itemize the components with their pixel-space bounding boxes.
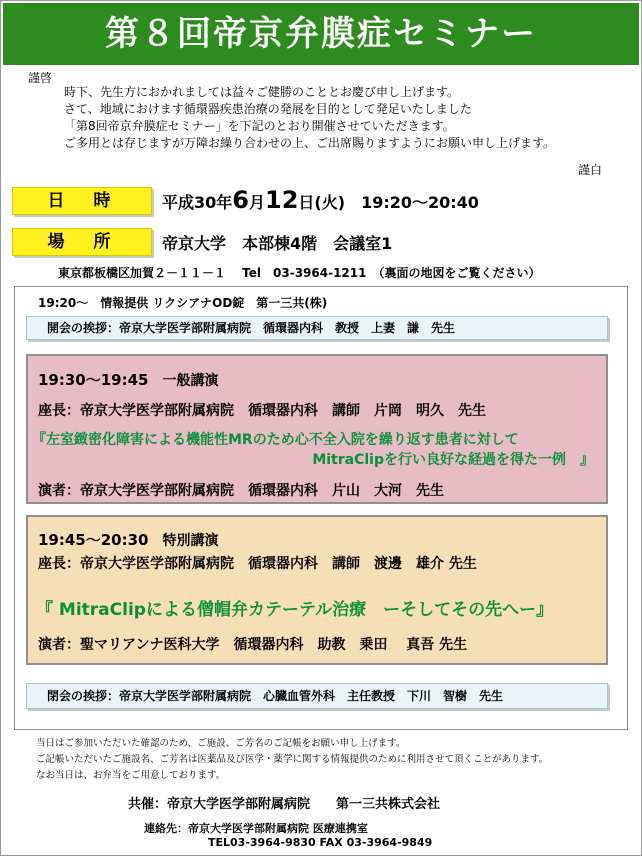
date-day: 12	[265, 186, 299, 214]
note-line: なお当日は、お弁当をご用意しております。	[36, 770, 226, 781]
contact-office: 連絡先：帝京大学医学部附属病院 医療連携室	[144, 822, 368, 835]
session1-header	[38, 369, 219, 390]
greeting-line: 時下、先生方におかれましては益々ご健勝のこととお慶び申し上げます。	[64, 85, 460, 99]
greeting-closing: 謹白	[577, 163, 602, 177]
greeting-line: さて、地域におけます循環器疾患治療の発展を目的として発足いたしました	[64, 102, 472, 116]
session2-chair: 座長：帝京大学医学部附属病院 循環器内科 講師 渡邊 雄介 先生	[38, 556, 477, 572]
session1-type: 一般講演	[162, 373, 219, 389]
greeting-line: ご多用とは存じますが万障お繰り合わせの上、ご出席賜りますようにお願い申し上げます。	[64, 136, 556, 150]
page-title: 第８回帝京弁膜症セミナー	[3, 3, 639, 65]
session2-speaker: 演者：聖マリアンナ医科大学 循環器内科 助教 乗田 真吾 先生	[38, 637, 468, 653]
note-line: ご記帳いただいたご施設名、ご芳名は医薬品及び医学・薬学に関する情報提供のために利用させて頂くことがあります。	[36, 754, 549, 765]
venue-label: 場 所	[12, 228, 152, 256]
greeting-opening: 謹啓	[28, 71, 53, 85]
session2-type: 特別講演	[162, 533, 219, 549]
greeting-body	[64, 84, 555, 152]
date-month: 6	[232, 186, 249, 214]
session-special-lecture	[26, 515, 608, 665]
session1-chair: 座長：帝京大学医学部附属病院 循環器内科 講師 片岡 明久 先生	[38, 403, 486, 419]
session2-title: 『 MitraClipによる僧帽弁カテーテル治療 ーそしてその先へー』	[36, 600, 554, 620]
datetime-value	[162, 186, 479, 214]
session1-title-line1: 『左室緻密化障害による機能性MRのため心不全入院を繰り返す患者に対して	[32, 432, 519, 448]
co-sponsors: 共催：帝京大学医学部附属病院 第一三共株式会社	[128, 797, 441, 812]
note-line: 当日はご参加いただいた確認のため、ご施設、ご芳名のご記帳をお願い申し上げます。	[36, 738, 406, 749]
date-weekday: (火)	[314, 193, 346, 212]
session-general-lecture	[26, 354, 608, 504]
session2-time: 19:45～20:30	[38, 531, 149, 549]
venue-name: 帝京大学 本部棟4階 会議室1	[162, 234, 393, 253]
attendance-notes	[36, 736, 548, 784]
session1-speaker: 演者：帝京大学医学部附属病院 循環器内科 片山 大河 先生	[38, 483, 444, 499]
date-era: 平成30年	[162, 193, 233, 212]
opening-remarks: 開会の挨拶：帝京大学医学部附属病院 循環器内科 教授 上妻 謙 先生	[26, 316, 608, 340]
date-month-unit: 月	[248, 193, 265, 212]
session1-title-line2: MitraClipを行い良好な経過を得た一例 』	[312, 452, 594, 468]
session1-time: 19:30～19:45	[38, 371, 149, 389]
event-time: 19:20～20:40	[361, 193, 479, 212]
date-day-unit: 日	[298, 193, 315, 212]
datetime-label: 日 時	[12, 187, 152, 215]
closing-remarks: 閉会の挨拶：帝京大学医学部附属病院 心臓血管外科 主任教授 下川 智樹 先生	[26, 683, 608, 709]
venue-address: 東京都板橋区加賀２－１１－１ Tel 03-3964-1211 （裏面の地図をご覧ください）	[58, 266, 541, 280]
contact-phone-fax: TEL03-3964-9830 FAX 03-3964-9849	[208, 836, 433, 849]
session2-header	[38, 529, 219, 550]
greeting-line: 「第8回帝京弁膜症セミナー」を下記のとおり開催させていただきます。	[64, 119, 455, 133]
program-intro: 19:20～ 情報提供 リクシアナOD錠 第一三共(株)	[38, 296, 328, 310]
